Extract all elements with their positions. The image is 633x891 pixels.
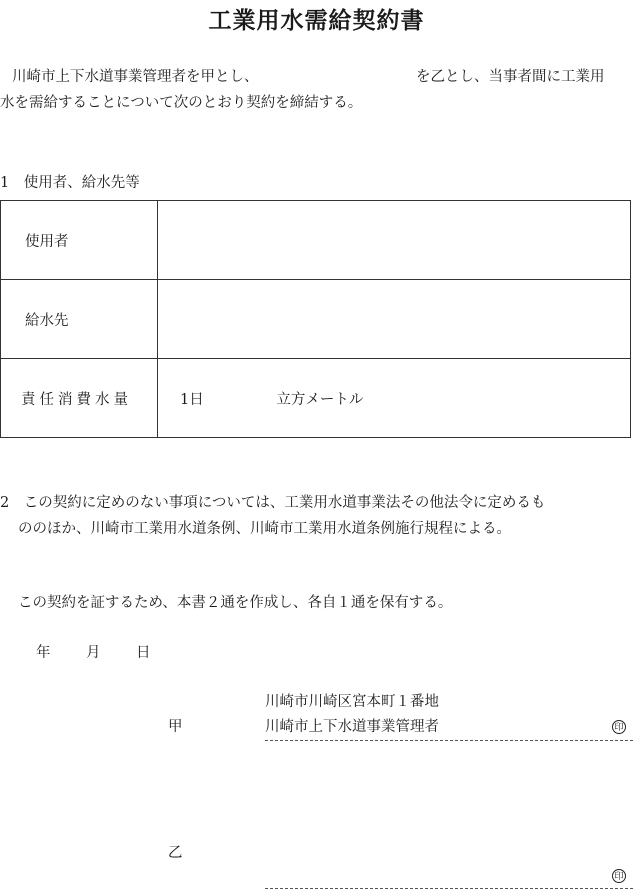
date-year: 年: [36, 645, 51, 661]
party-a-signature-line: [265, 740, 633, 741]
user-value: [158, 201, 631, 280]
supply-table: [0, 200, 631, 438]
intro-line1-b: を乙とし、当事者間に工業用: [416, 69, 605, 85]
party-a-label: 甲: [168, 719, 183, 735]
party-b-signature-line: [265, 888, 633, 889]
section2-line2: ののほか、川崎市工業用水道条例、川崎市工業用水道条例施行規程による。: [18, 521, 511, 537]
supply-destination-value: [158, 280, 631, 359]
date-day: 日: [136, 645, 151, 661]
closing-statement: この契約を証するため、本書２通を作成し、各自１通を保有する。: [18, 595, 453, 611]
document-title: 工業用水需給契約書: [208, 8, 425, 34]
party-a-address: 川崎市川崎区宮本町１番地: [265, 694, 439, 710]
party-a-name: 川崎市上下水道事業管理者: [265, 719, 439, 735]
responsible-volume-label: 責任消費水量: [1, 359, 158, 438]
intro-line2: 水を需給することについて次のとおり契約を締結する。: [0, 95, 363, 111]
date-month: 月: [86, 645, 101, 661]
user-label: 使用者: [1, 201, 158, 280]
volume-unit: 立方メートル: [276, 391, 364, 408]
responsible-volume-value: [158, 359, 631, 438]
table-row: [1, 201, 631, 280]
volume-prefix: 1日: [180, 391, 204, 408]
table-row: [1, 359, 631, 438]
section1-heading: 1 使用者、給水先等: [0, 175, 140, 191]
party-a-seal: 印: [612, 720, 626, 734]
supply-destination-label: 給水先: [1, 280, 158, 359]
party-b-label: 乙: [168, 845, 183, 861]
section2-line1: 2 この契約に定めのない事項については、工業用水道事業法その他法令に定めるも: [0, 495, 546, 511]
table-row: [1, 280, 631, 359]
intro-line1-a: 川崎市上下水道事業管理者を甲とし、: [12, 69, 259, 85]
party-b-seal: 印: [612, 869, 626, 883]
